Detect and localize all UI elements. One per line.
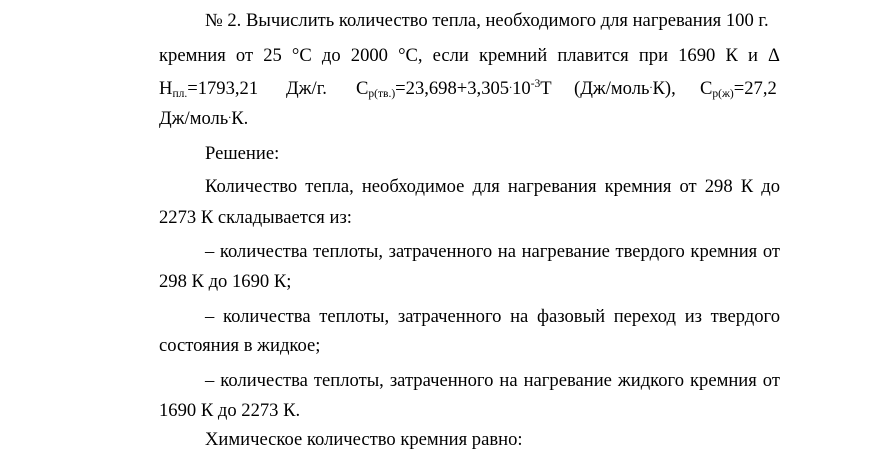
problem-line-2: кремния от 25 °C до 2000 °C, если кремний плавится при 1690 К и Δ bbox=[159, 45, 780, 66]
cp-liquid-formula: $C_{р(ж)}=27,2$ bbox=[700, 78, 777, 100]
problem-line-4: Дж/моль.К. bbox=[159, 107, 249, 129]
list-item-3-line-2: 1690 К до 2273 К. bbox=[159, 400, 301, 421]
enthalpy-unit: Дж/г. bbox=[286, 78, 327, 99]
enthalpy-formula: $H_{пл.}=1793,21$ bbox=[159, 78, 259, 100]
list-item-1-line-1: – количества теплоты, затраченного на нагревание твердого кремния от bbox=[205, 241, 780, 262]
solution-para-line-1: Количество тепла, необходимое для нагревания кремния от 298 К до bbox=[205, 176, 780, 197]
list-item-1-line-2: 298 К до 1690 К; bbox=[159, 271, 292, 292]
list-item-3-line-1: – количества теплоты, затраченного на нагревание жидкого кремния от bbox=[205, 370, 780, 391]
problem-line-1: № 2. Вычислить количество тепла, необходимого для нагревания 100 г. bbox=[205, 10, 769, 31]
cp-solid-formula: $C_{р(тв.)}=23,698+3,305^.10^{-3}T$ bbox=[356, 77, 552, 100]
solution-para-line-2: 2273 К складывается из: bbox=[159, 207, 352, 228]
list-item-2-line-2: состояния в жидкое; bbox=[159, 335, 321, 356]
solution-last-line: Химическое количество кремния равно: bbox=[205, 429, 523, 450]
solution-heading: Решение: bbox=[205, 143, 280, 164]
list-item-2-line-1: – количества теплоты, затраченного на фазовый переход из твердого bbox=[205, 306, 780, 327]
cp-solid-unit: (Дж/моль.К), bbox=[574, 77, 676, 99]
